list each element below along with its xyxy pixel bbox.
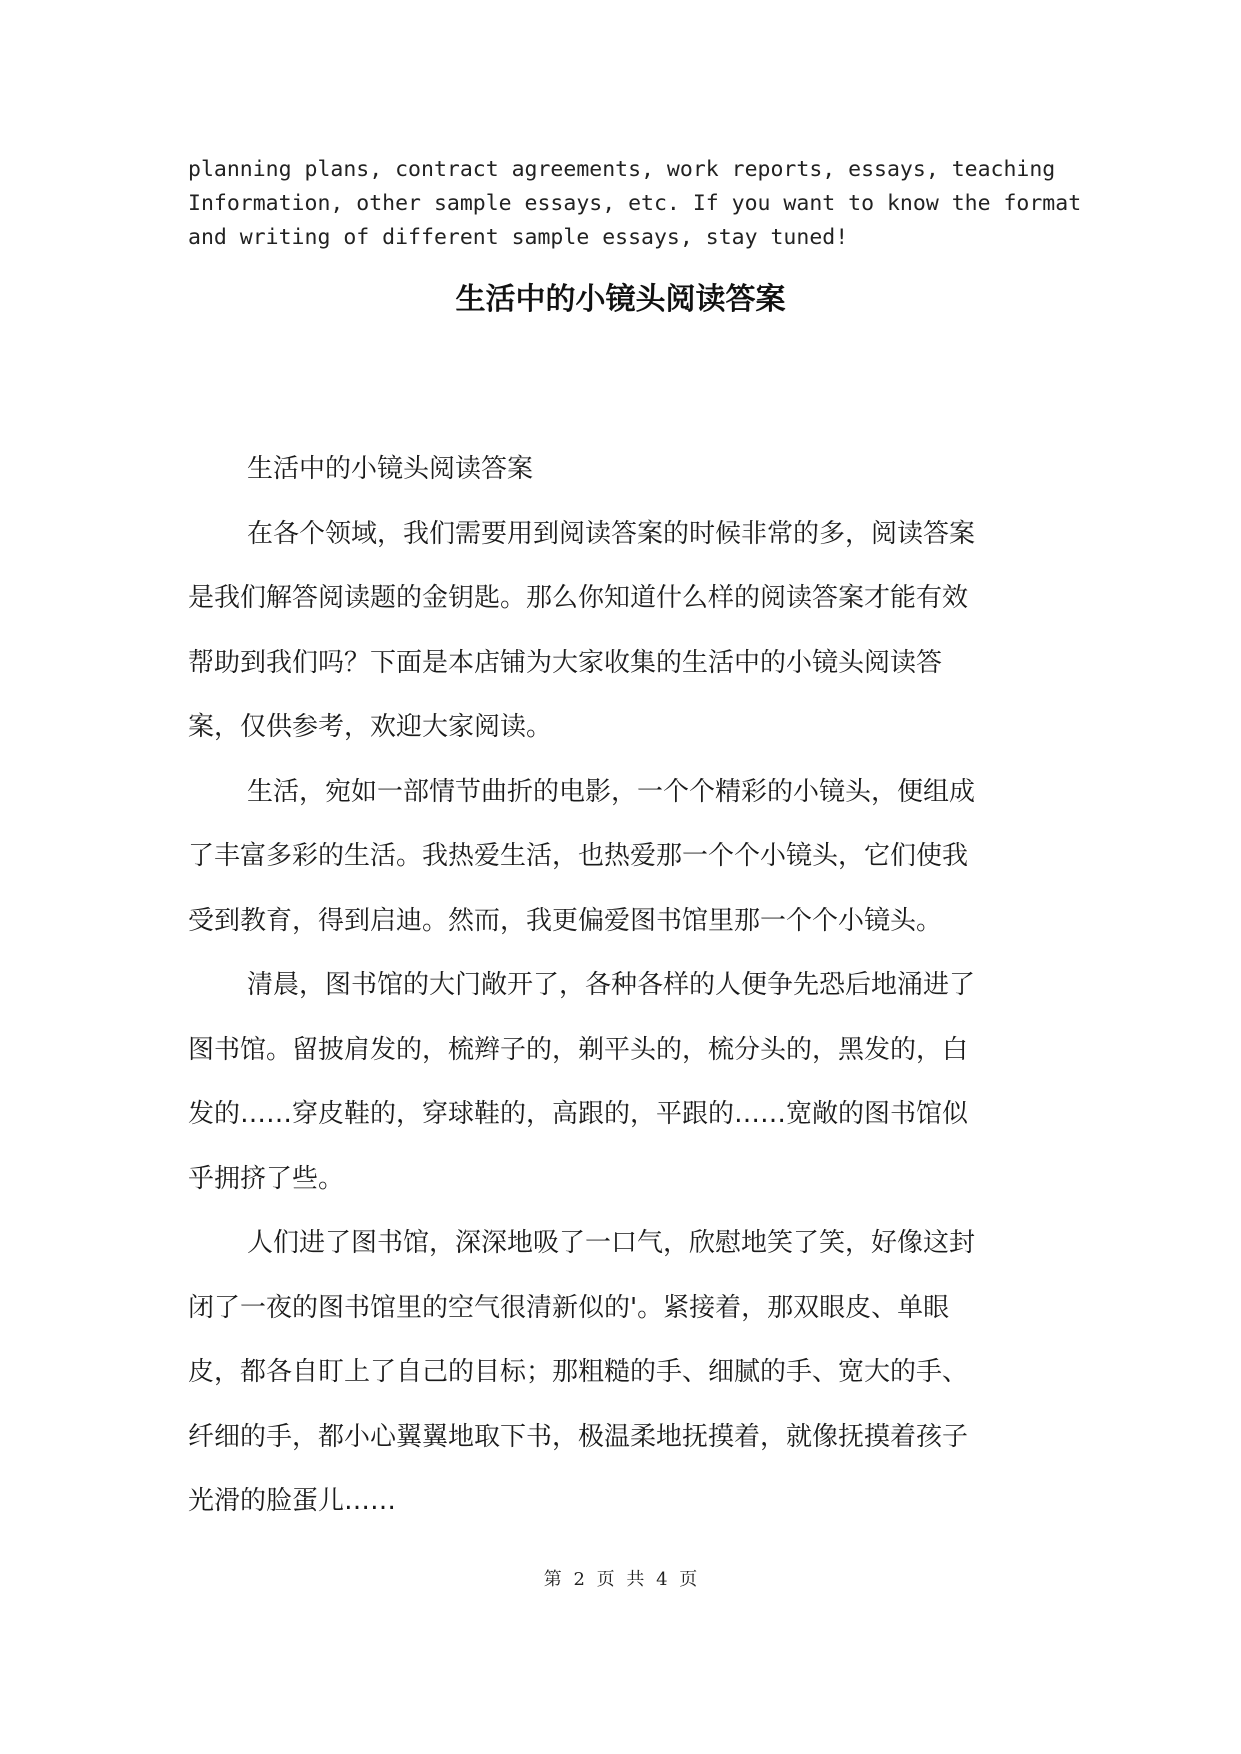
text-line: 发的……穿皮鞋的，穿球鞋的，高跟的，平跟的……宽敞的图书馆似 (188, 1099, 969, 1129)
text-line: 帮助到我们吗？下面是本店铺为大家收集的生活中的小镜头阅读答 (188, 647, 943, 678)
paragraph (188, 760, 1058, 954)
text-line: 案，仅供参考，欢迎大家阅读。 (188, 712, 553, 742)
paragraph (188, 502, 1058, 760)
text-line: 在各个领域，我们需要用到阅读答案的时候非常的多，阅读答案 (247, 518, 976, 549)
document-title: 生活中的小镜头阅读答案 (455, 282, 786, 317)
intro-line: planning plans, contract agreements, work reports, essays, teaching (188, 157, 1056, 182)
paragraph (188, 953, 1058, 1211)
page-number-footer: 第 2 页 共 4 页 (543, 1569, 698, 1590)
intro-line: Information, other sample essays, etc. If you want to know the format (188, 191, 1082, 216)
text-line: 闭了一夜的图书馆里的空气很清新似的'。紧接着，那双眼皮、单眼 (188, 1292, 950, 1323)
text-line: 纤细的手，都小心翼翼地取下书，极温柔地抚摸着，就像抚摸着孩子 (188, 1421, 969, 1452)
paragraph (188, 1211, 1058, 1534)
text-line: 皮，都各自盯上了自己的目标；那粗糙的手、细腻的手、宽大的手、 (188, 1357, 969, 1387)
paragraph-subtitle (188, 437, 1058, 502)
text-line: 生活中的小镜头阅读答案 (247, 454, 534, 484)
intro-text (188, 153, 1082, 255)
text-line: 受到教育，得到启迪。然而，我更偏爱图书馆里那一个个小镜头。 (188, 905, 943, 936)
text-line: 人们进了图书馆，深深地吸了一口气，欣慰地笑了笑，好像这封 (247, 1228, 976, 1258)
text-line: 生活，宛如一部情节曲折的电影，一个个精彩的小镜头，便组成 (247, 776, 976, 807)
text-line: 清晨，图书馆的大门敞开了，各种各样的人便争先恐后地涌进了 (247, 970, 976, 1000)
text-line: 图书馆。留披肩发的，梳辫子的，剃平头的，梳分头的，黑发的，白 (188, 1034, 969, 1065)
text-line: 了丰富多彩的生活。我热爱生活，也热爱那一个个小镜头，它们使我 (188, 841, 969, 871)
text-line: 光滑的脸蛋儿…… (188, 1486, 397, 1516)
intro-line: and writing of different sample essays, stay tuned! (188, 225, 849, 250)
text-line: 是我们解答阅读题的金钥匙。那么你知道什么样的阅读答案才能有效 (188, 583, 969, 613)
text-line: 乎拥挤了些。 (188, 1163, 345, 1194)
article-body (188, 437, 1058, 1534)
